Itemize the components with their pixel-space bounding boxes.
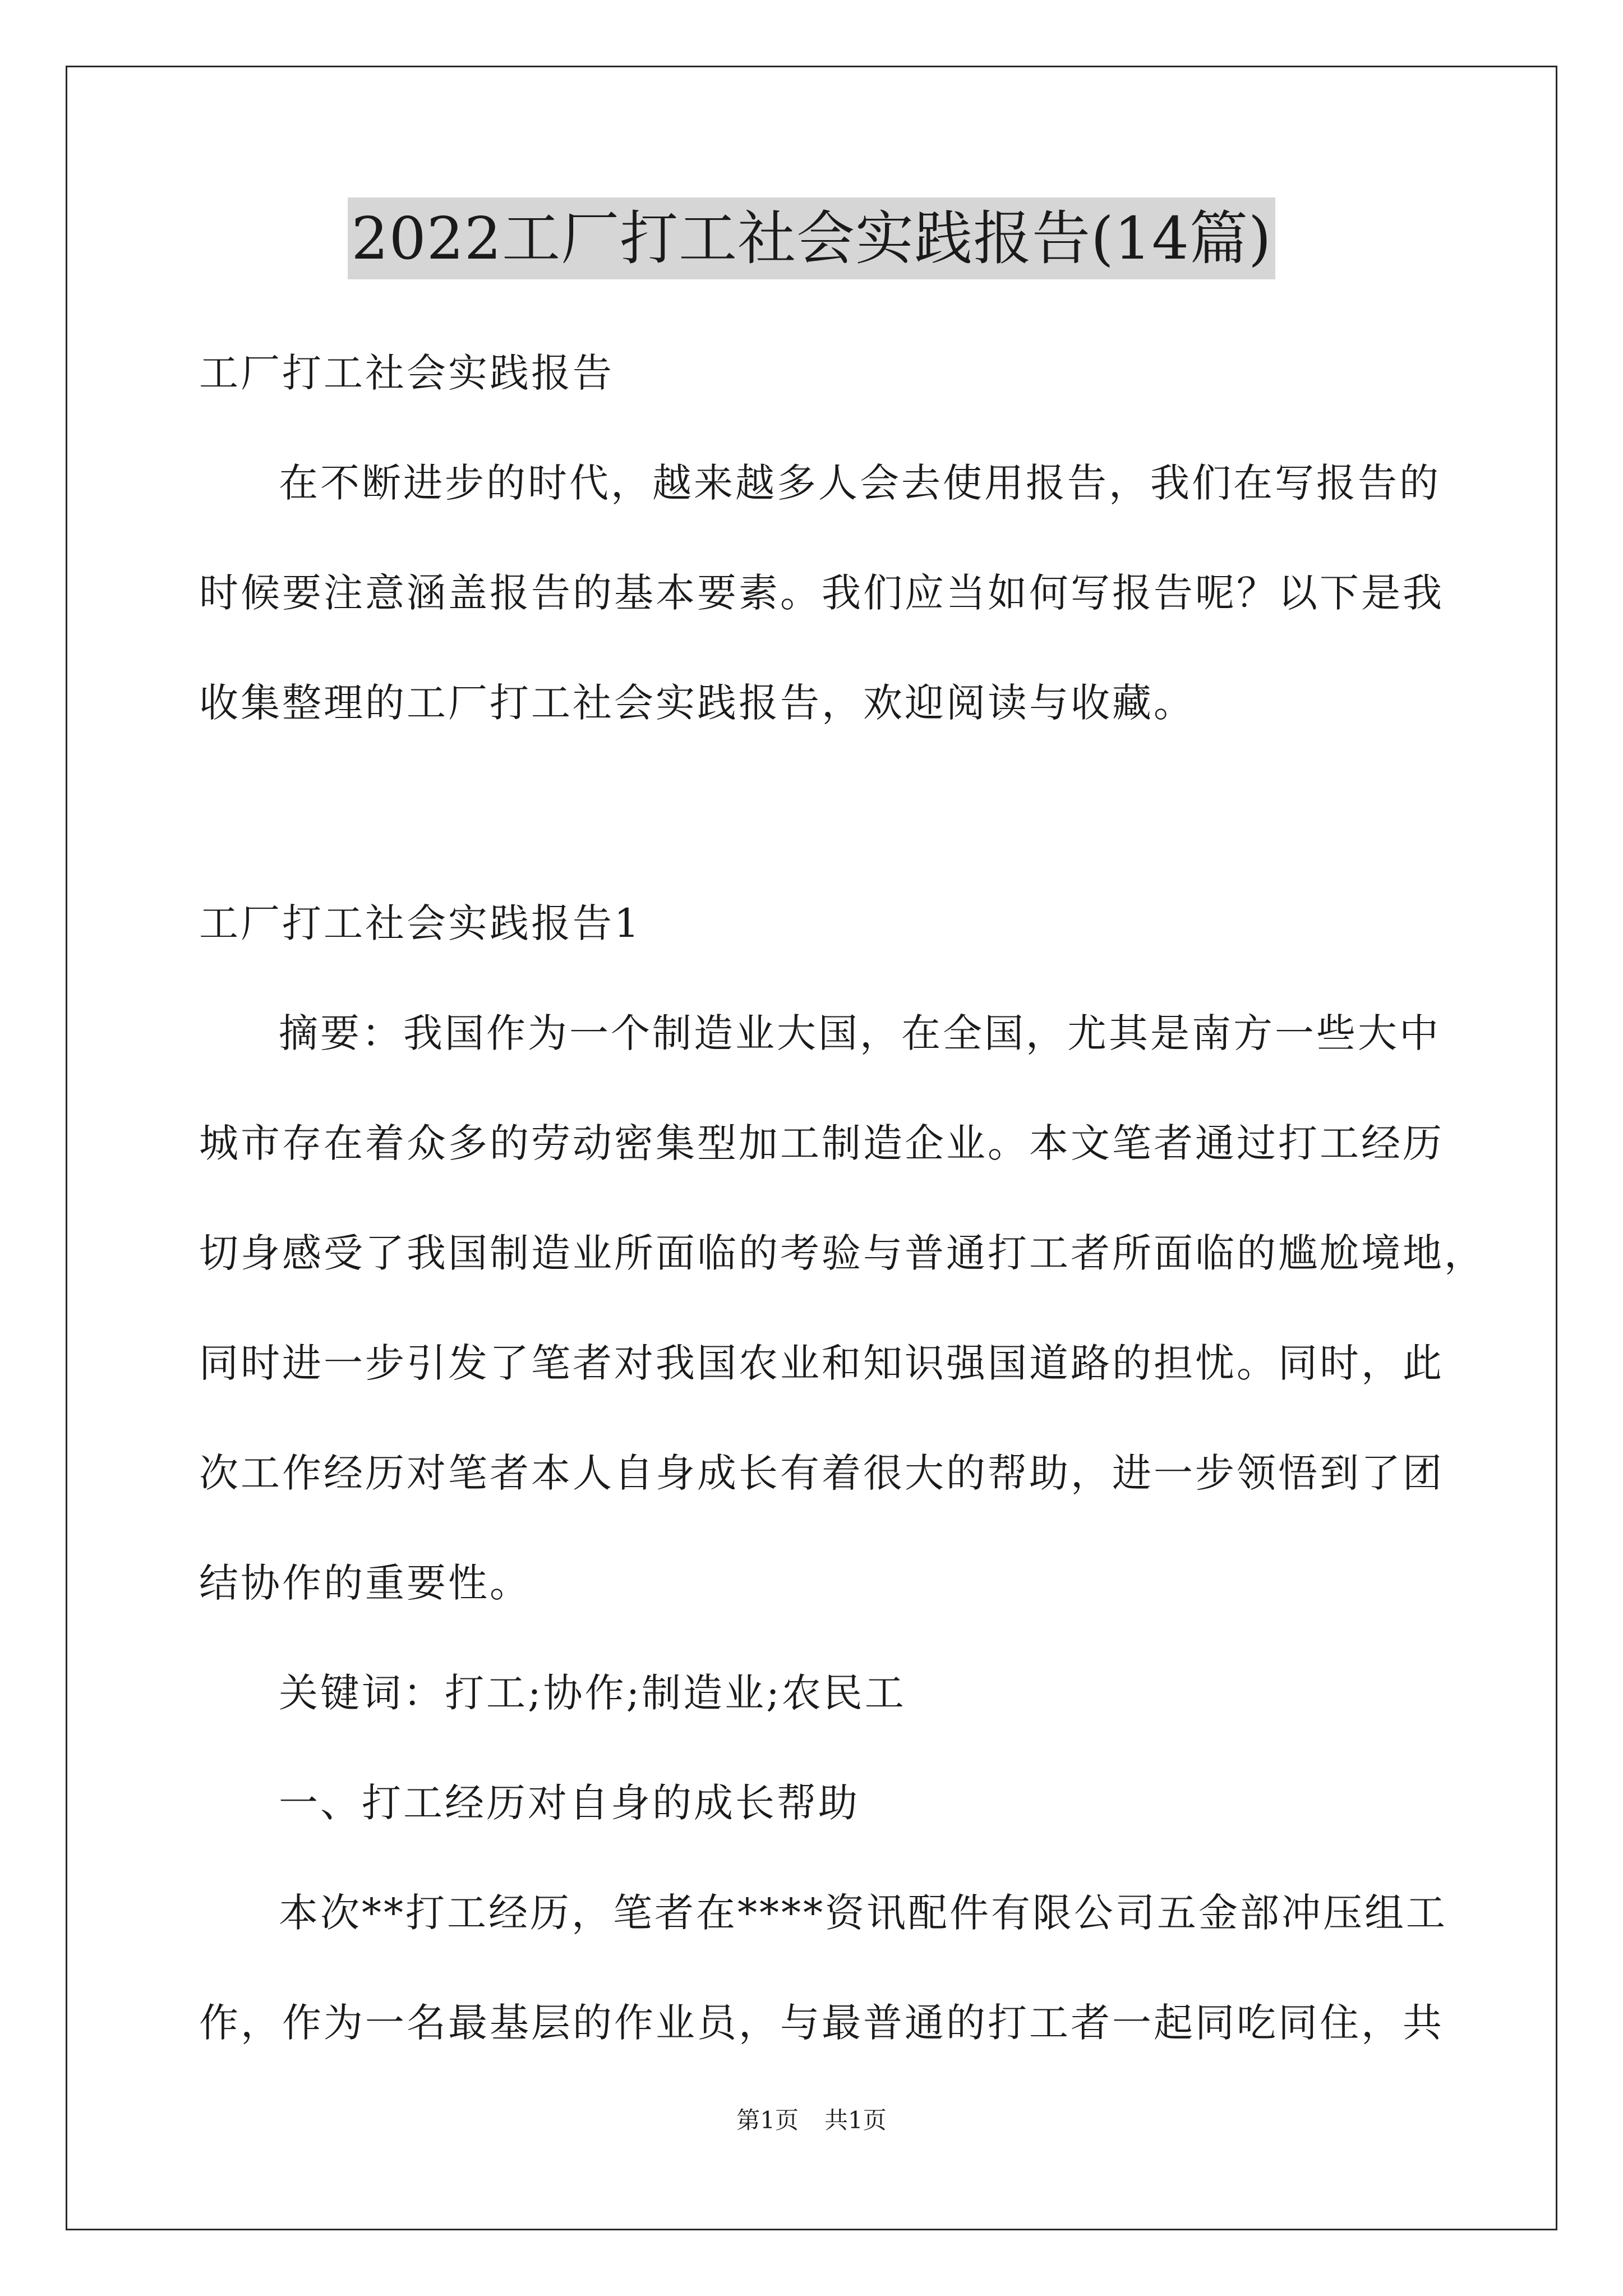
page-number: 第1页 xyxy=(736,2106,799,2134)
paragraph-line: 作，作为一名最基层的作业员，与最普通的打工者一起同吃同住，共 xyxy=(199,2000,1444,2046)
abstract-line: 摘要：我国作为一个制造业大国，在全国，尤其是南方一些大中 xyxy=(279,1010,1441,1056)
document-title: 2022工厂打工社会实践报告(14篇) xyxy=(348,197,1275,279)
paragraph-line: 同时进一步引发了笔者对我国农业和知识强国道路的担忧。同时，此 xyxy=(199,1340,1444,1386)
page-footer xyxy=(0,2104,1623,2137)
paragraph-line: 在不断进步的时代，越来越多人会去使用报告，我们在写报告的 xyxy=(279,460,1441,506)
subsection-heading: 一、打工经历对自身的成长帮助 xyxy=(279,1780,860,1826)
paragraph-line: 结协作的重要性。 xyxy=(199,1560,531,1606)
paragraph-line: 次工作经历对笔者本人自身成长有着很大的帮助，进一步领悟到了团 xyxy=(199,1450,1444,1496)
page-total: 共1页 xyxy=(824,2106,887,2134)
title-container xyxy=(0,197,1623,279)
paragraph-line: 收集整理的工厂打工社会实践报告，欢迎阅读与收藏。 xyxy=(199,680,1195,726)
section-heading-intro: 工厂打工社会实践报告 xyxy=(199,350,614,396)
paragraph-line: 切身感受了我国制造业所面临的考验与普通打工者所面临的尴尬境地， xyxy=(199,1230,1486,1276)
paragraph-line: 本次**打工经历，笔者在****资讯配件有限公司五金部冲压组工 xyxy=(279,1890,1447,1936)
paragraph-line: 时候要注意涵盖报告的基本要素。我们应当如何写报告呢？以下是我 xyxy=(199,570,1444,616)
keywords-line: 关键词：打工;协作;制造业;农民工 xyxy=(279,1670,906,1716)
section-heading-report-1: 工厂打工社会实践报告1 xyxy=(199,900,642,946)
paragraph-line: 城市存在着众多的劳动密集型加工制造企业。本文笔者通过打工经历 xyxy=(199,1120,1444,1166)
